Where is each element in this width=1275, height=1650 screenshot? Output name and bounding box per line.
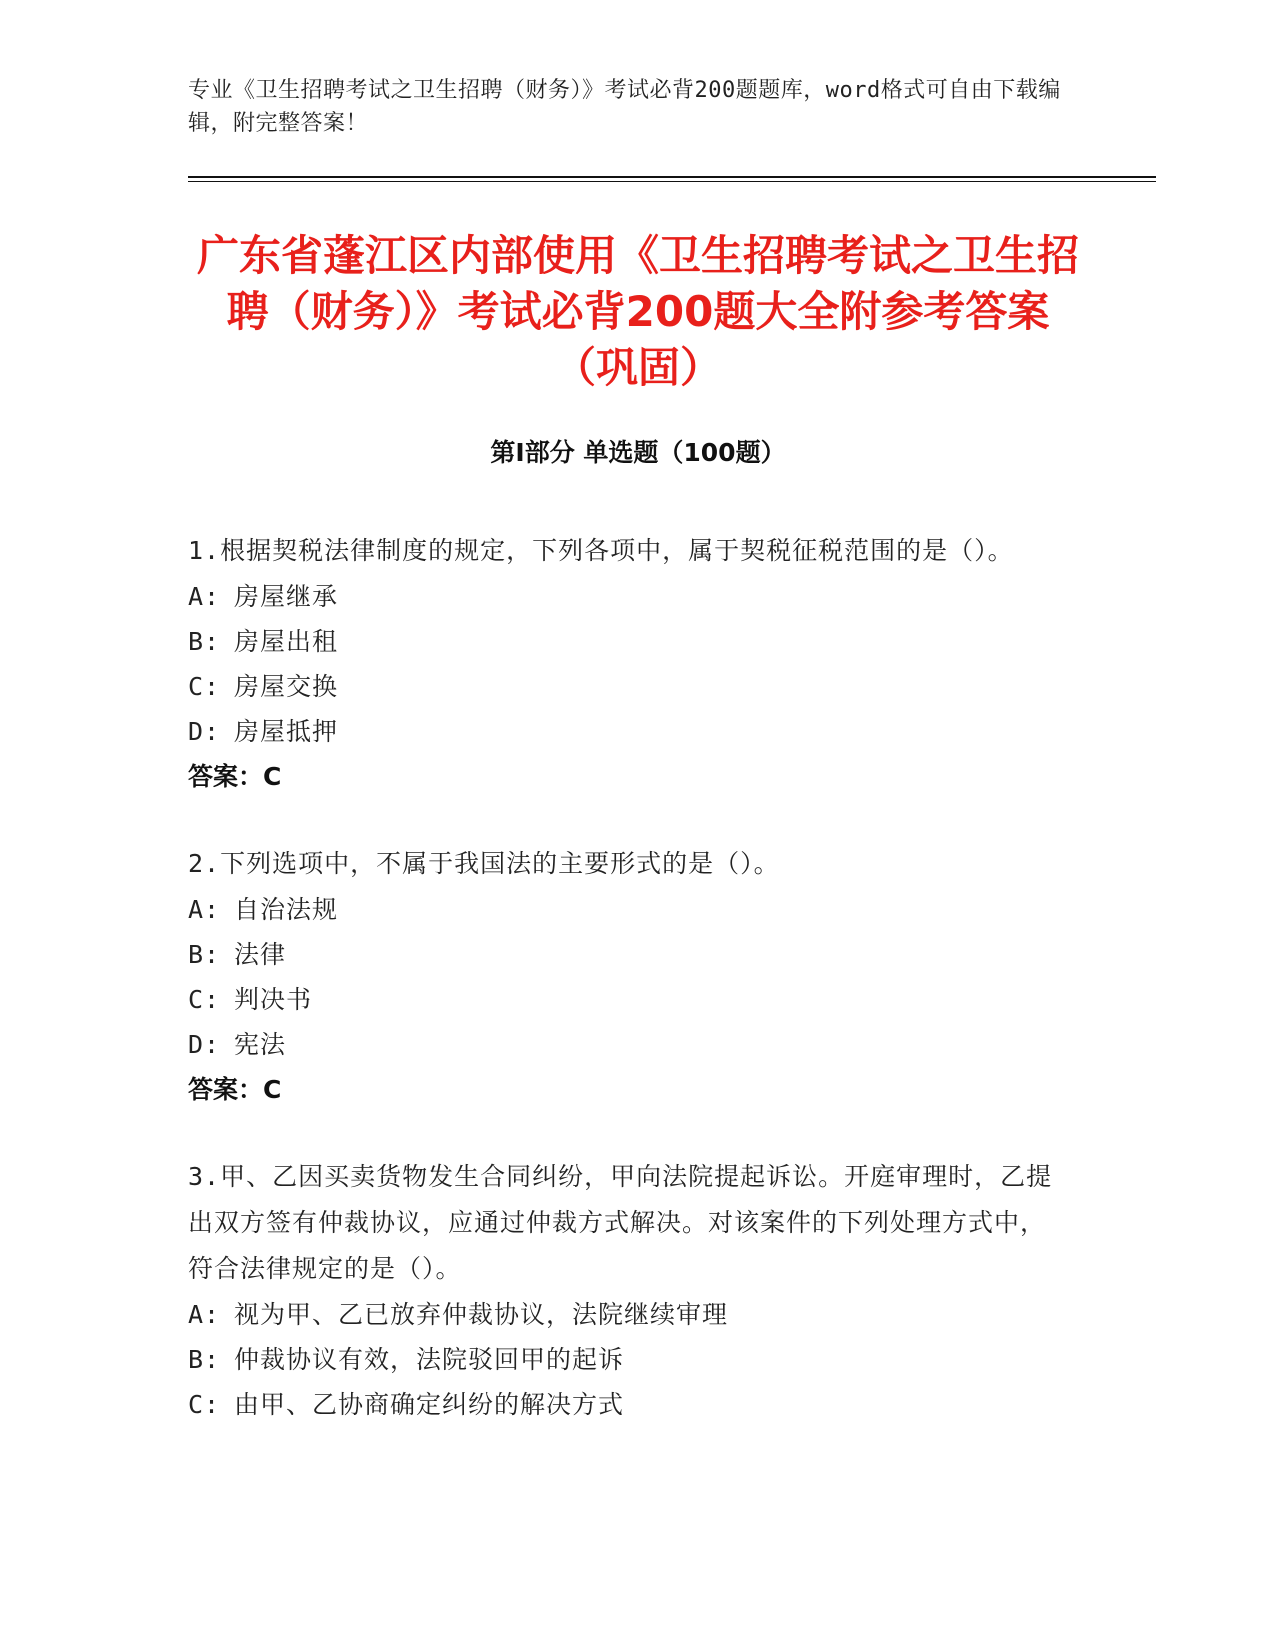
option-text: 由甲、乙协商确定纠纷的解决方式 (234, 1390, 625, 1419)
option-key: B: (188, 1345, 221, 1374)
document-title: 广东省蓬江区内部使用《卫生招聘考试之卫生招聘（财务）》考试必背200题大全附参考答案（巩固） (196, 231, 1079, 392)
answer-line: 答案：C (188, 762, 282, 791)
option-text: 房屋出租 (234, 627, 339, 656)
option-d (188, 709, 1068, 754)
option-text: 房屋交换 (234, 672, 339, 701)
option-text: 法律 (234, 940, 287, 969)
option-text: 仲裁协议有效，法院驳回甲的起诉 (234, 1345, 625, 1374)
option-key: A: (188, 1300, 221, 1329)
header-divider-thick (188, 176, 1156, 178)
answer-line: 答案：C (188, 1075, 282, 1104)
option-text: 视为甲、乙已放弃仲裁协议，法院继续审理 (234, 1300, 729, 1329)
question-1 (188, 528, 1068, 799)
option-c (188, 977, 1068, 1022)
question-stem: 1.根据契税法律制度的规定，下列各项中，属于契税征税范围的是（）。 (188, 536, 1014, 565)
question-list (188, 528, 1068, 1469)
question-stem: 2.下列选项中，不属于我国法的主要形式的是（）。 (188, 849, 780, 878)
option-key: B: (188, 940, 221, 969)
option-key: A: (188, 582, 221, 611)
option-key: A: (188, 895, 221, 924)
option-d (188, 1022, 1068, 1067)
option-key: D: (188, 1030, 221, 1059)
option-key: C: (188, 1390, 221, 1419)
option-text: 宪法 (234, 1030, 287, 1059)
option-a (188, 1292, 1068, 1337)
question-stem: 3.甲、乙因买卖货物发生合同纠纷，甲向法院提起诉讼。开庭审理时，乙提出双方签有仲裁协议，应通过仲裁方式解决。对该案件的下列处理方式中，符合法律规定的是（）。 (188, 1162, 1053, 1283)
question-2 (188, 841, 1068, 1112)
option-a (188, 887, 1068, 932)
option-key: B: (188, 627, 221, 656)
option-b (188, 1337, 1068, 1382)
header-divider-thin (188, 181, 1156, 182)
option-text: 判决书 (234, 985, 313, 1014)
option-b (188, 932, 1068, 977)
question-3 (188, 1154, 1068, 1427)
option-key: C: (188, 672, 221, 701)
header-note: 专业《卫生招聘考试之卫生招聘（财务）》考试必背200题题库，word格式可自由下载编辑，附完整答案！ (188, 78, 1061, 136)
option-key: C: (188, 985, 221, 1014)
option-c (188, 664, 1068, 709)
option-a (188, 574, 1068, 619)
option-text: 房屋抵押 (234, 717, 339, 746)
option-key: D: (188, 717, 221, 746)
option-text: 自治法规 (234, 895, 339, 924)
option-text: 房屋继承 (234, 582, 339, 611)
option-b (188, 619, 1068, 664)
option-c (188, 1382, 1068, 1427)
section-heading: 第Ⅰ部分 单选题（100题） (490, 438, 786, 467)
